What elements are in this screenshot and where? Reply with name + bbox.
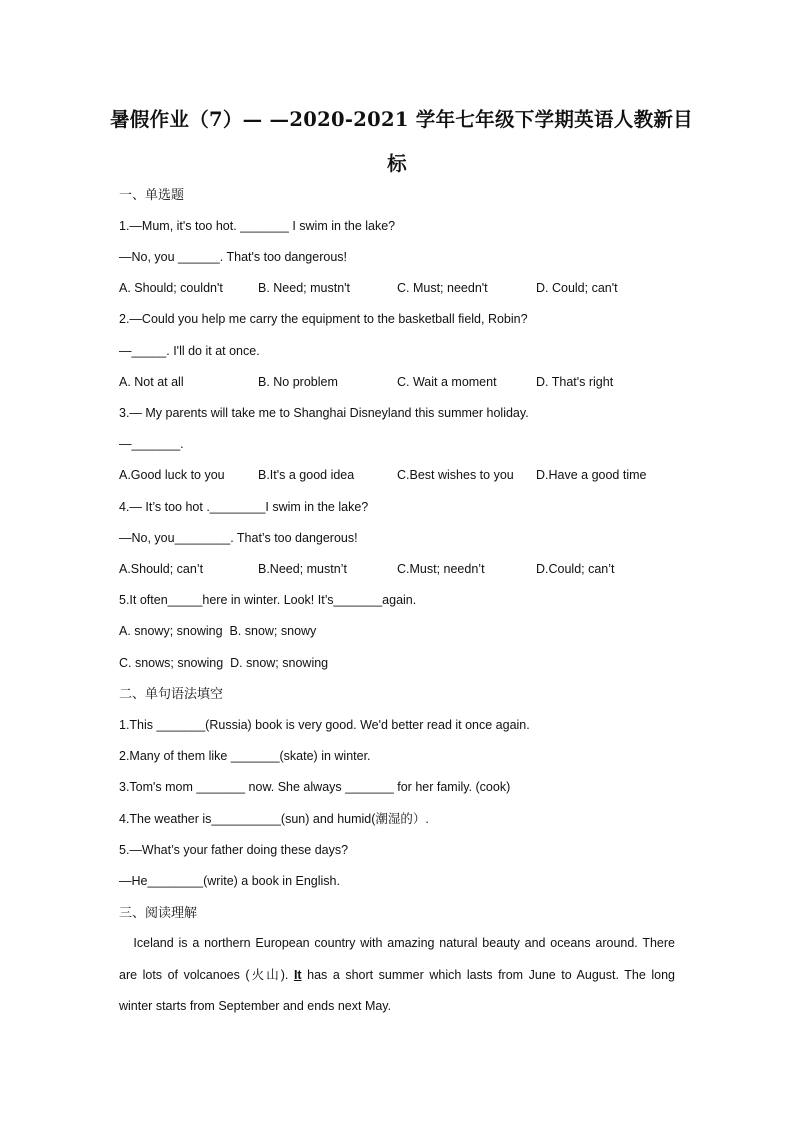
question-5-prompt: 5.It often_____here in winter. Look! It’s_______again.	[119, 593, 417, 607]
fill-question-5-prompt: 5.—What’s your father doing these days?	[119, 843, 349, 857]
question-3-option-b: B.It's a good idea	[258, 468, 355, 482]
reading-line-2-end: has a short summer which lasts from June to August. The long	[301, 968, 675, 982]
question-1-response: —No, you ______. That's too dangerous!	[119, 250, 348, 264]
page-title-line-1: 暑假作业（7）— —2020-2021 学年七年级下学期英语人教新目	[110, 108, 693, 131]
question-4-option-c: C.Must; needn’t	[397, 562, 485, 576]
question-1-prompt: 1.—Mum, it's too hot. _______ I swim in the lake?	[119, 219, 396, 233]
question-5-options-ab: A. snowy; snowing B. snow; snowy	[119, 624, 317, 638]
section-heading-reading: 三、阅读理解	[119, 905, 198, 920]
question-1-option-a: A. Should; couldn't	[119, 281, 223, 295]
question-1-option-b: B. Need; mustn't	[258, 281, 351, 295]
fill-question-3: 3.Tom's mom _______ now. She always _______ for her family. (cook)	[119, 780, 511, 794]
question-2-option-c: C. Wait a moment	[397, 375, 497, 389]
question-4-option-d: D.Could; can’t	[536, 562, 615, 576]
question-2-option-d: D. That's right	[536, 375, 614, 389]
question-3-option-c: C.Best wishes to you	[397, 468, 514, 482]
question-3-prompt: 3.— My parents will take me to Shanghai Disneyland this summer holiday.	[119, 406, 529, 420]
question-3-option-d: D.Have a good time	[536, 468, 647, 482]
question-4-response: —No, you________. That’s too dangerous!	[119, 531, 358, 545]
question-3-option-a: A.Good luck to you	[119, 468, 225, 482]
page-title-line-2: 标	[387, 152, 407, 175]
question-3-response: —_______.	[119, 437, 184, 451]
question-5-options-cd: C. snows; snowing D. snow; snowing	[119, 656, 329, 670]
question-2-response: —_____. I'll do it at once.	[119, 344, 260, 358]
fill-question-5-response: —He________(write) a book in English.	[119, 874, 340, 888]
fill-question-4: 4.The weather is__________(sun) and humid(潮湿的）.	[119, 812, 429, 826]
question-1-option-d: D. Could; can't	[536, 281, 618, 295]
question-4-option-b: B.Need; mustn’t	[258, 562, 347, 576]
question-2-option-b: B. No problem	[258, 375, 338, 389]
reading-passage-line-3: winter starts from September and ends next May.	[119, 999, 392, 1013]
question-1-option-c: C. Must; needn't	[397, 281, 488, 295]
reading-passage-line-1: Iceland is a northern European country with amazing natural beauty and oceans around. There	[119, 936, 675, 950]
fill-question-1: 1.This _______(Russia) book is very good. We'd better read it once again.	[119, 718, 530, 732]
question-4-option-a: A.Should; can’t	[119, 562, 204, 576]
reading-line-2-start: are lots of volcanoes (火山).	[119, 968, 294, 982]
section-heading-single-choice: 一、单选题	[119, 187, 185, 202]
fill-question-2: 2.Many of them like _______(skate) in winter.	[119, 749, 371, 763]
question-4-prompt: 4.— It’s too hot .________I swim in the lake?	[119, 500, 369, 514]
underlined-word-it: It	[293, 968, 302, 982]
reading-passage-line-2	[119, 967, 675, 983]
question-2-option-a: A. Not at all	[119, 375, 184, 389]
question-2-prompt: 2.—Could you help me carry the equipment to the basketball field, Robin?	[119, 312, 528, 326]
section-heading-grammar-fill: 二、单句语法填空	[119, 686, 224, 701]
